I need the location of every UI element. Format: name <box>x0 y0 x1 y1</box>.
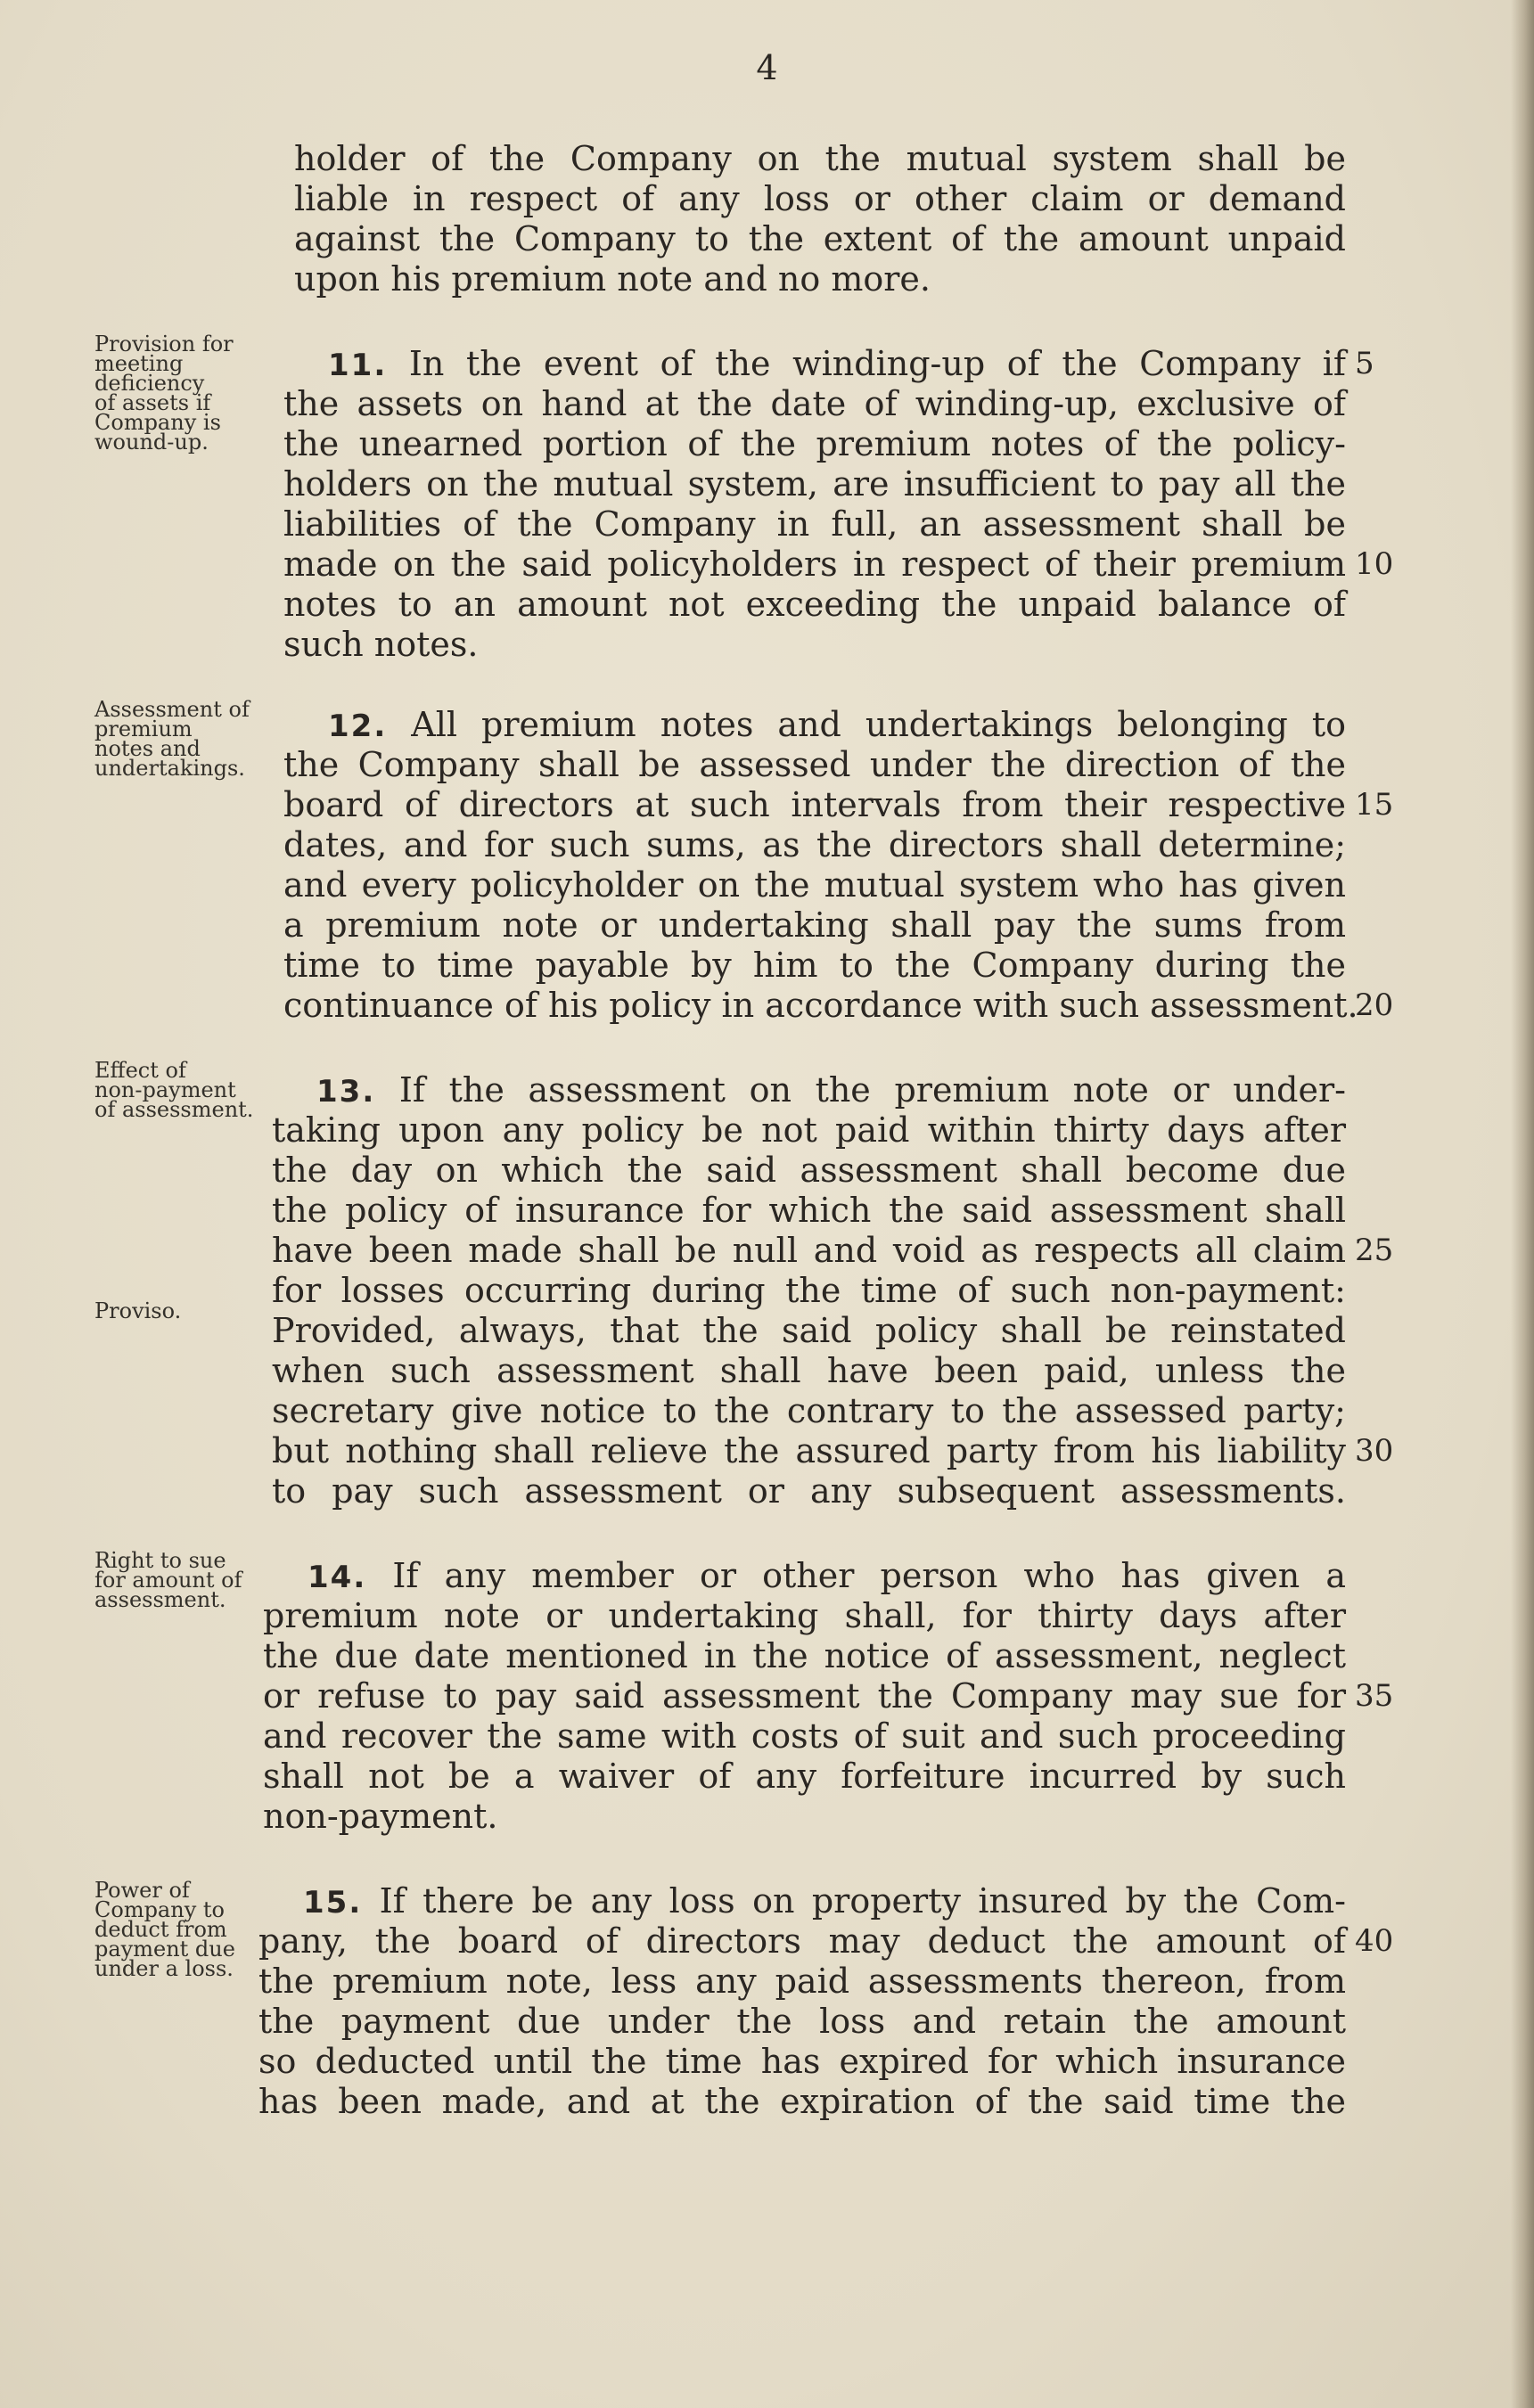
line-text: the unearned portion of the premium notes of the policy- <box>283 424 1346 463</box>
line-text: has been made, and at the expiration of the said time the <box>258 2082 1346 2121</box>
line-text: holders on the mutual system, are insufficient to pay all the <box>283 464 1346 504</box>
line-text: so deducted until the time has expired for which insurance <box>258 2042 1346 2081</box>
line-text: dates, and for such sums, as the directors shall determine; <box>283 825 1346 864</box>
section-number: 11. <box>328 348 388 383</box>
text-line <box>0 1595 1534 1636</box>
line-text: or refuse to pay said assessment the Company may sue for <box>263 1676 1346 1716</box>
line-number: 30 <box>1355 1433 1394 1469</box>
text-line <box>0 1756 1534 1797</box>
text-line <box>0 985 1534 1026</box>
text-line <box>0 1796 1534 1837</box>
line-text: non-payment. <box>263 1797 498 1836</box>
text-line <box>0 463 1534 504</box>
line-text: the premium note, less any paid assessments thereon, from <box>258 1962 1346 2001</box>
text-line <box>0 824 1534 865</box>
text-line <box>0 704 1534 745</box>
line-text: the payment due under the loss and retain the amount <box>258 2002 1346 2041</box>
margin-note-line: Right to sue <box>94 1548 226 1573</box>
line-text: 13. If the assessment on the premium note or under- <box>316 1070 1346 1110</box>
text-line <box>0 1917 1534 1962</box>
line-text: holder of the Company on the mutual system shall be <box>294 139 1346 178</box>
text-line <box>0 2041 1534 2082</box>
line-text: and recover the same with costs of suit and such proceeding <box>263 1716 1346 1756</box>
section-number: 14. <box>308 1560 367 1595</box>
line-text: liabilities of the Company in full, an assessment shall be <box>283 504 1346 544</box>
text-line <box>0 1190 1534 1231</box>
text-line <box>0 1350 1534 1391</box>
line-number: 35 <box>1355 1678 1394 1714</box>
text-line <box>0 1470 1534 1511</box>
line-text: time to time payable by him to the Company during the <box>283 946 1346 985</box>
line-text: 15. If there be any loss on property insured by the Com- <box>303 1881 1346 1921</box>
margin-note-line: deduct from <box>94 1917 227 1942</box>
line-number: 40 <box>1355 1923 1394 1959</box>
section-number: 12. <box>328 708 388 744</box>
line-text: made on the said policyholders in respect of their premium <box>283 545 1346 584</box>
line-text: the day on which the said assessment shall become due <box>272 1151 1346 1190</box>
text-line <box>0 1716 1534 1757</box>
page-number: 4 <box>756 48 778 87</box>
line-text: board of directors at such intervals from their respective <box>283 785 1346 824</box>
text-line <box>0 2081 1534 2122</box>
margin-note-line: Company is <box>94 410 221 435</box>
line-text: the Company shall be assessed under the direction of the <box>283 745 1346 784</box>
margin-note-line: of assets if <box>94 390 211 415</box>
text-line <box>0 864 1534 905</box>
margin-note-line: wound-up. <box>94 430 209 455</box>
margin-note-line: non-payment <box>94 1077 236 1102</box>
line-text: pany, the board of directors may deduct the amount of <box>258 1921 1346 1961</box>
margin-note-line: deficiency <box>94 371 205 396</box>
section-number: 13. <box>316 1074 376 1110</box>
line-text: the assets on hand at the date of winding-up, exclusive of <box>283 384 1346 423</box>
line-text: such notes. <box>283 625 479 664</box>
line-number: 20 <box>1355 987 1394 1023</box>
margin-note-line: Company to <box>94 1897 225 1922</box>
line-number: 5 <box>1355 346 1374 381</box>
text-line <box>0 544 1534 585</box>
line-text: 11. In the event of the winding-up of the Company if <box>328 344 1346 383</box>
line-text: secretary give notice to the contrary to the assessed party; <box>272 1391 1346 1430</box>
margin-note-line: payment due <box>94 1937 235 1962</box>
text-line <box>0 504 1534 545</box>
line-text: the policy of insurance for which the said assessment shall <box>272 1191 1346 1230</box>
margin-note-line: Effect of <box>94 1058 186 1083</box>
text-line <box>0 178 1534 219</box>
text-line <box>0 1310 1534 1351</box>
line-text: shall not be a waiver of any forfeiture incurred by such <box>263 1757 1346 1796</box>
text-line <box>0 2001 1534 2042</box>
section-number: 15. <box>303 1885 363 1921</box>
text-line <box>0 1230 1534 1271</box>
line-text: a premium note or undertaking shall pay the sums from <box>283 905 1346 945</box>
line-text: to pay such assessment or any subsequent assessments. <box>272 1471 1346 1511</box>
text-line <box>0 423 1534 464</box>
margin-note-line: meeting <box>94 351 184 376</box>
text-line <box>0 1956 1534 2002</box>
text-line <box>0 218 1534 259</box>
text-line <box>0 1555 1534 1596</box>
line-number: 10 <box>1355 546 1394 582</box>
text-line <box>0 1675 1534 1716</box>
margin-note-line: Provision for <box>94 332 234 356</box>
line-text: taking upon any policy be not paid within thirty days after <box>272 1110 1346 1150</box>
margin-note-line: Power of <box>94 1878 190 1903</box>
line-text: premium note or undertaking shall, for thirty days after <box>263 1596 1346 1635</box>
text-line <box>0 138 1534 179</box>
line-text: have been made shall be null and void as respects all claim <box>272 1231 1346 1270</box>
margin-note-line: Proviso. <box>94 1298 182 1323</box>
margin-note-line: assessment. <box>94 1587 226 1612</box>
text-line <box>0 1110 1534 1151</box>
line-number: 15 <box>1355 787 1394 823</box>
line-text: 14. If any member or other person who has given a <box>308 1556 1346 1595</box>
line-text: upon his premium note and no more. <box>294 259 931 299</box>
line-text: liable in respect of any loss or other claim or demand <box>294 179 1346 218</box>
text-line <box>0 945 1534 986</box>
text-line <box>0 258 1534 299</box>
text-line <box>0 1270 1534 1311</box>
line-text: Provided, always, that the said policy shall be reinstated <box>272 1311 1346 1350</box>
text-line <box>0 1635 1534 1676</box>
line-text: against the Company to the extent of the amount unpaid <box>294 219 1346 258</box>
margin-note-line: notes and <box>94 736 201 761</box>
line-number: 25 <box>1355 1233 1394 1268</box>
text-line <box>0 1390 1534 1431</box>
text-line <box>0 1069 1534 1110</box>
text-line <box>0 343 1534 384</box>
margin-note-line: premium <box>94 717 193 741</box>
line-text: 12. All premium notes and undertakings belonging to <box>328 705 1346 744</box>
text-line <box>0 624 1534 665</box>
text-line <box>0 905 1534 946</box>
line-text: notes to an amount not exceeding the unpaid balance of <box>283 585 1346 624</box>
line-text: the due date mentioned in the notice of assessment, neglect <box>263 1636 1346 1675</box>
text-line <box>0 383 1534 424</box>
margin-note-line: for amount of <box>94 1568 242 1593</box>
line-text: but nothing shall relieve the assured party from his liability <box>272 1431 1346 1470</box>
line-text: when such assessment shall have been paid, unless the <box>272 1351 1346 1390</box>
text-line <box>0 584 1534 625</box>
text-line <box>0 1880 1534 1921</box>
margin-note-line: of assessment. <box>94 1097 254 1122</box>
margin-note-line: under a loss. <box>94 1956 234 1981</box>
margin-note-line: Assessment of <box>94 697 250 722</box>
line-text: for losses occurring during the time of such non-payment: <box>272 1271 1346 1310</box>
text-line <box>0 1430 1534 1471</box>
margin-note-line: undertakings. <box>94 756 245 781</box>
line-text: continuance of his policy in accordance with such assessment. <box>283 986 1358 1025</box>
text-line <box>0 744 1534 785</box>
text-line <box>0 784 1534 825</box>
text-line <box>0 1150 1534 1191</box>
line-text: and every policyholder on the mutual system who has given <box>283 865 1346 905</box>
